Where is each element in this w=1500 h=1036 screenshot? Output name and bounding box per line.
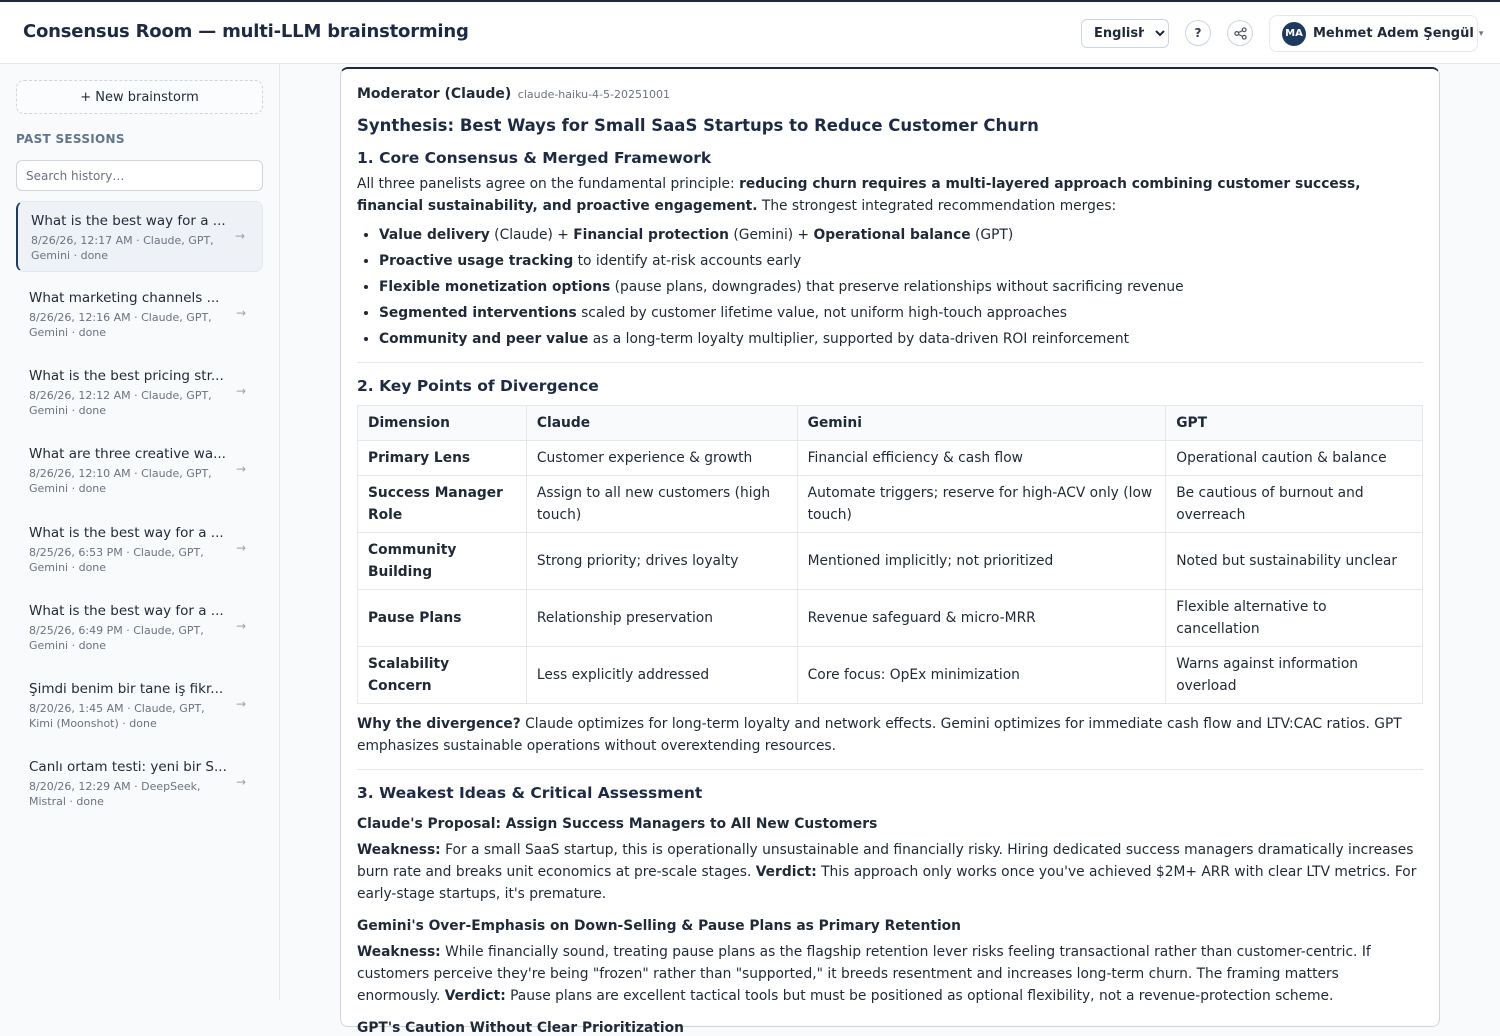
- synthesis-title: Synthesis: Best Ways for Small SaaS Startups to Reduce Customer Churn: [357, 116, 1039, 135]
- session-title: What is the best pricing str...: [29, 368, 224, 384]
- table-cell: Flexible alternative to cancellation: [1166, 590, 1423, 647]
- chevron-down-icon: ▾: [1478, 28, 1484, 39]
- table-cell: Relationship preservation: [526, 590, 797, 647]
- arrow-right-icon: →: [235, 619, 246, 633]
- table-row: [358, 647, 1423, 704]
- text-run-bold: Verdict:: [444, 988, 506, 1004]
- past-sessions-heading: PAST SESSIONS: [16, 132, 125, 146]
- session-title: What marketing channels ...: [29, 290, 220, 306]
- table-cell: Automate triggers; reserve for high-ACV only (low touch): [797, 476, 1166, 533]
- table-cell: Assign to all new customers (high touch): [526, 476, 797, 533]
- text-run-bold: Proactive usage tracking: [379, 253, 574, 269]
- text-run-bold: Weakness:: [357, 944, 441, 960]
- model-id: claude-haiku-4-5-20251001: [517, 88, 670, 101]
- help-icon: ?: [1194, 26, 1202, 40]
- text-run-bold: Segmented interventions: [379, 305, 577, 321]
- session-meta: 8/26/26, 12:10 AM · Claude, GPT, Gemini · done: [29, 467, 212, 495]
- session-title: What is the best way for a ...: [29, 603, 224, 619]
- user-menu-button[interactable]: [1269, 15, 1484, 52]
- text-run-bold: Community and peer value: [379, 331, 589, 347]
- session-title: Şimdi benim bir tane iş fikr...: [29, 681, 224, 697]
- session-item[interactable]: [16, 435, 263, 506]
- text-run-bold: Value delivery: [379, 227, 490, 243]
- text-run: (Gemini) +: [728, 227, 814, 243]
- table-cell: Warns against information overload: [1166, 647, 1423, 704]
- consensus-list: [357, 222, 1423, 352]
- divider: [357, 769, 1423, 770]
- text-run: (Claude) +: [489, 227, 574, 243]
- moderator-header: [357, 86, 1423, 102]
- top-bar: [0, 0, 1500, 64]
- table-cell: Core focus: OpEx minimization: [797, 647, 1166, 704]
- avatar: MA: [1282, 22, 1306, 46]
- table-cell: Be cautious of burnout and overreach: [1166, 476, 1423, 533]
- text-run-bold: Financial protection: [573, 227, 729, 243]
- arrow-right-icon: →: [235, 462, 246, 476]
- consensus-paragraph: [357, 173, 1423, 217]
- table-cell: Community Building: [358, 533, 527, 590]
- text-run-bold: reducing churn requires a multi-layered approach combining customer success, financial sustainability, and proactive engagement.: [357, 176, 1361, 214]
- text-run: While financially sound, treating pause plans as the flagship retention lever risks feeling transactional rather than customer-centric. If customers perceive they're being "frozen" rather than "supported," it breeds resentment and increases long-term churn. The framing matters enormously.: [357, 944, 1371, 1004]
- session-item[interactable]: [16, 748, 263, 819]
- sub-heading: GPT's Caution Without Clear Prioritization: [357, 1020, 684, 1036]
- language-select[interactable]: [1081, 19, 1169, 48]
- text-run: (pause plans, downgrades) that preserve relationships without sacrificing revenue: [610, 279, 1184, 295]
- session-meta: 8/26/26, 12:16 AM · Claude, GPT, Gemini · done: [29, 311, 212, 339]
- session-item[interactable]: [16, 201, 263, 272]
- section-heading: 3. Weakest Ideas & Critical Assessment: [357, 784, 703, 802]
- table-row: [358, 441, 1423, 476]
- session-title: What is the best way for a ...: [31, 213, 226, 229]
- table-cell: Pause Plans: [358, 590, 527, 647]
- table-cell: Noted but sustainability unclear: [1166, 533, 1423, 590]
- share-button[interactable]: [1227, 20, 1253, 46]
- arrow-right-icon: →: [235, 306, 246, 320]
- list-item: [379, 326, 1423, 352]
- session-meta: 8/20/26, 12:29 AM · DeepSeek, Mistral · done: [29, 780, 201, 808]
- share-icon: [1234, 27, 1247, 40]
- table-cell: Operational caution & balance: [1166, 441, 1423, 476]
- column-header: Dimension: [358, 406, 527, 441]
- text-run-bold: Flexible monetization options: [379, 279, 611, 295]
- text-run: as a long-term loyalty multiplier, supported by data-driven ROI reinforcement: [588, 331, 1129, 347]
- text-run: This approach only works once you've achieved $2M+ ARR with clear LTV metrics. For early-stage startups, it's premature.: [357, 864, 1417, 902]
- session-meta: 8/26/26, 12:17 AM · Claude, GPT, Gemini · done: [31, 234, 214, 262]
- session-item[interactable]: [16, 279, 263, 350]
- help-button[interactable]: [1185, 20, 1211, 46]
- list-item: [379, 274, 1423, 300]
- table-row: [358, 476, 1423, 533]
- table-cell: Revenue safeguard & micro-MRR: [797, 590, 1166, 647]
- text-run: to identify at-risk accounts early: [573, 253, 802, 269]
- column-header: Gemini: [797, 406, 1166, 441]
- table-cell: Customer experience & growth: [526, 441, 797, 476]
- text-run: Claude optimizes for long-term loyalty and network effects. Gemini optimizes for immediate cash flow and LTV:CAC ratios. GPT emphasizes sustainable operations without overextending resources.: [357, 716, 1402, 754]
- table-cell: Strong priority; drives loyalty: [526, 533, 797, 590]
- table-row: [358, 590, 1423, 647]
- sub-heading: Gemini's Over-Emphasis on Down-Selling & Pause Plans as Primary Retention: [357, 918, 961, 934]
- table-cell: Scalability Concern: [358, 647, 527, 704]
- session-item[interactable]: [16, 670, 263, 741]
- assessment-paragraph: [357, 941, 1423, 1007]
- table-header-row: [358, 406, 1423, 441]
- text-run-bold: Weakness:: [357, 842, 441, 858]
- new-brainstorm-button[interactable]: + New brainstorm: [16, 80, 263, 114]
- list-item: [379, 300, 1423, 326]
- assessment-paragraph: [357, 839, 1423, 905]
- column-header: Claude: [526, 406, 797, 441]
- divider: [357, 362, 1423, 363]
- text-run-bold: Operational balance: [813, 227, 971, 243]
- session-title: Canlı ortam testi: yeni bir S...: [29, 759, 227, 775]
- session-meta: 8/20/26, 1:45 AM · Claude, GPT, Kimi (Moonshot) · done: [29, 702, 205, 730]
- table-cell: Mentioned implicitly; not prioritized: [797, 533, 1166, 590]
- column-header: GPT: [1166, 406, 1423, 441]
- text-run: (GPT): [970, 227, 1014, 243]
- table-cell: Less explicitly addressed: [526, 647, 797, 704]
- moderator-message-card: [340, 67, 1440, 1036]
- divergence-paragraph: [357, 713, 1423, 757]
- search-history-input[interactable]: [16, 160, 263, 191]
- text-run-bold: Verdict:: [755, 864, 817, 880]
- arrow-right-icon: →: [235, 697, 246, 711]
- text-run: The strongest integrated recommendation merges:: [757, 198, 1117, 214]
- moderator-name: Moderator (Claude): [357, 86, 512, 102]
- session-item[interactable]: [16, 357, 263, 428]
- section-heading: 1. Core Consensus & Merged Framework: [357, 149, 712, 167]
- table-cell: Success Manager Role: [358, 476, 527, 533]
- table-row: [358, 533, 1423, 590]
- session-title: What are three creative wa...: [29, 446, 226, 462]
- sub-heading: Claude's Proposal: Assign Success Managers to All New Customers: [357, 816, 878, 832]
- text-run: All three panelists agree on the fundamental principle:: [357, 176, 740, 192]
- session-item[interactable]: [16, 592, 263, 663]
- user-name: Mehmet Adem Şengül: [1313, 26, 1474, 41]
- text-run-bold: Why the divergence?: [357, 716, 521, 732]
- session-meta: 8/25/26, 6:53 PM · Claude, GPT, Gemini · done: [29, 546, 204, 574]
- session-meta: 8/25/26, 6:49 PM · Claude, GPT, Gemini · done: [29, 624, 204, 652]
- arrow-right-icon: →: [235, 541, 246, 555]
- text-run: For a small SaaS startup, this is operationally unsustainable and financially risky. Hiring dedicated success managers dramatically increases burn rate and breaks unit economics at pre-scale stages.: [357, 842, 1414, 880]
- section-heading: 2. Key Points of Divergence: [357, 377, 599, 395]
- arrow-right-icon: →: [235, 384, 246, 398]
- arrow-right-icon: →: [235, 775, 246, 789]
- list-item: [379, 222, 1423, 248]
- list-item: [379, 248, 1423, 274]
- arrow-right-icon: →: [234, 229, 245, 243]
- table-cell: Financial efficiency & cash flow: [797, 441, 1166, 476]
- table-cell: Primary Lens: [358, 441, 527, 476]
- text-run: Pause plans are excellent tactical tools but must be positioned as optional flexibility, not a revenue-protection scheme.: [505, 988, 1334, 1004]
- text-run: scaled by customer lifetime value, not uniform high-touch approaches: [576, 305, 1067, 321]
- session-meta: 8/26/26, 12:12 AM · Claude, GPT, Gemini · done: [29, 389, 212, 417]
- sidebar: [0, 64, 280, 1000]
- session-title: What is the best way for a ...: [29, 525, 224, 541]
- session-item[interactable]: [16, 514, 263, 585]
- divergence-table: [357, 405, 1423, 704]
- app-title: Consensus Room — multi-LLM brainstorming: [23, 21, 469, 42]
